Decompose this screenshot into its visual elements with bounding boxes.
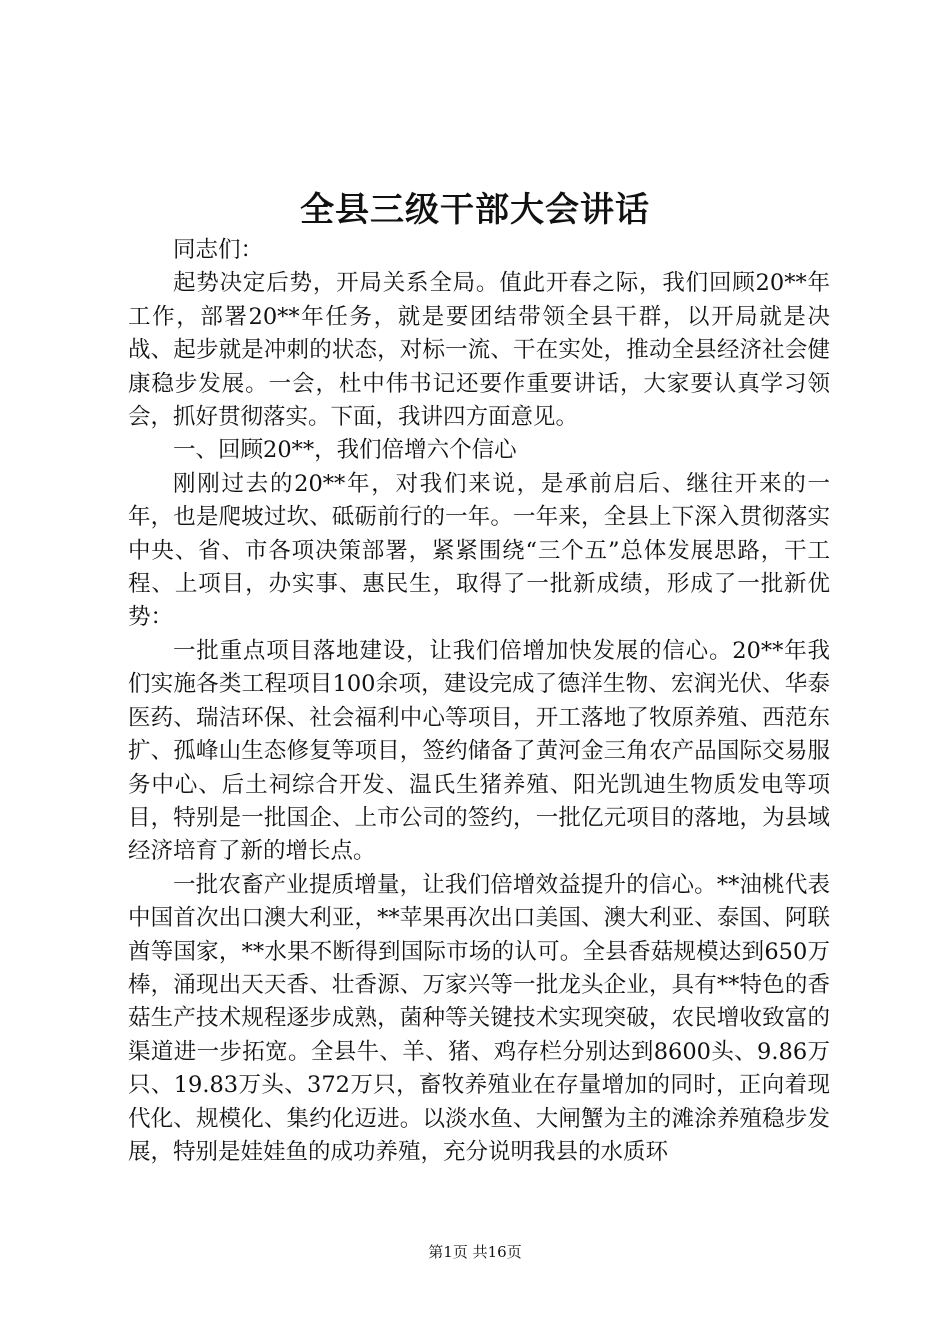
intro-paragraph: 起势决定后势，开局关系全局。值此开春之际，我们回顾20**年工作，部署20**年任务，就是要团结带领全县干群，以开局就是决战、起步就是冲刺的状态，对标一流、干在实处，推动全县经济社会健康稳步发展。一会，杜中伟书记还要作重要讲话，大家要认真学习领会，抓好贯彻落实。下面，我讲四方面意见。 xyxy=(128,270,830,431)
salutation-paragraph: 同志们： xyxy=(173,237,264,263)
page-footer: 第1页 共16页 xyxy=(428,1243,522,1261)
document-body xyxy=(128,234,830,1169)
body-paragraph: 一批重点项目落地建设，让我们倍增加快发展的信心。20**年我们实施各类工程项目100余项，建设完成了德洋生物、宏润光伏、华泰医药、瑞洁环保、社会福利中心等项目，开工落地了牧原养殖、西范东扩、孤峰山生态修复等项目，签约储备了黄河金三角农产品国际交易服务中心、后土祠综合开发、温氏生猪养殖、阳光凯迪生物质发电等项目，特别是一批国企、上市公司的签约，一批亿元项目的落地，为县域经济培育了新的增长点。 xyxy=(128,637,830,865)
body-paragraph: 刚刚过去的20**年，对我们来说，是承前启后、继往开来的一年，也是爬坡过坎、砥砺前行的一年。一年来，全县上下深入贯彻落实中央、省、市各项决策部署，紧紧围绕“三个五”总体发展思路，干工程、上项目，办实事、惠民生，取得了一批新成绩，形成了一批新优势： xyxy=(128,470,830,631)
body-paragraph: 一批农畜产业提质增量，让我们倍增效益提升的信心。**油桃代表中国首次出口澳大利亚，**苹果再次出口美国、澳大利亚、泰国、阿联酋等国家，**水果不断得到国际市场的认可。全县香菇规模达到650万棒，涌现出天天香、壮香源、万家兴等一批龙头企业，具有**特色的香菇生产技术规程逐步成熟，菌种等关键技术实现突破，农民增收致富的渠道进一步拓宽。全县牛、羊、猪、鸡存栏分别达到8600头、9.86万只、19.83万头、372万只，畜牧养殖业在存量增加的同时，正向着现代化、规模化、集约化迈进。以淡水鱼、大闸蟹为主的滩涂养殖稳步发展，特别是娃娃鱼的成功养殖，充分说明我县的水质环 xyxy=(128,871,830,1165)
section-heading: 一、回顾20**，我们倍增六个信心 xyxy=(173,437,517,464)
document-title: 全县三级干部大会讲话 xyxy=(300,190,650,230)
